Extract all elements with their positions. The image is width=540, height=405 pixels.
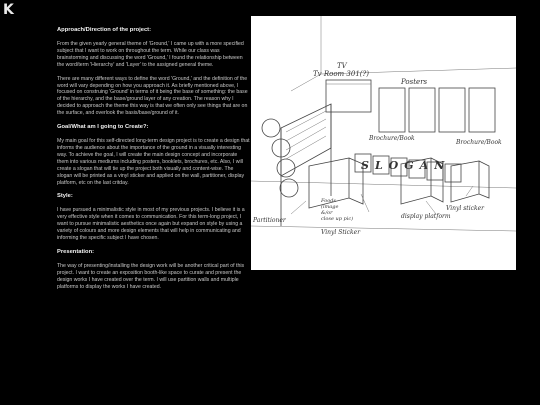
paragraph-presentation: The way of presenting/installing the design work will be another critical part of this project. I want to create an exposition booth-like space to curate and present the design works I have created over the term. I will use partition walls and multiple platforms to display the works I have created. — [57, 262, 245, 290]
paragraph-approach-2: There are many different ways to define the word 'Ground,' and the definition of the word will vary depending on how you approach it. As briefly mentioned above, I focused on construing 'Ground' in terms of it being the base of something: the base of the hierarchy, and the base/ground layer of any creation. The reason why I decided to approach the theme this way is that we often only see things that are on the surface, and overlook the basis/base/ground of it. — [57, 75, 248, 117]
sketch-platform-3 — [451, 161, 489, 202]
sketch-label-posters: Posters — [401, 78, 428, 86]
sketch-poster-3 — [439, 88, 465, 132]
section-heading-presentation: Presentation: — [57, 248, 95, 255]
sketch-poster-2 — [409, 88, 435, 132]
sketch-label-brochure-2: Brochure/Book — [456, 139, 502, 146]
site-logo[interactable]: K — [3, 2, 14, 18]
sketch-label-tv: TV — [337, 62, 347, 70]
sketch-partitioner-hatch — [286, 111, 326, 159]
sketch-label-foods-4: close up pic) — [321, 216, 354, 222]
sketch-label-foods: Foods — [321, 198, 336, 204]
sketch-label-foods-3: &/or — [321, 210, 333, 216]
paragraph-approach-1: From the given yearly general theme of 'Ground,' I came up with a more specified subject that I want to work on throughout the term. While our class was brainstorming and discussing the word 'Ground,' I found the relationship between the word/term 'Hierarchy' and 'Layer' to the assigned general theme. — [57, 41, 244, 68]
sketch-label-vinyl-sticker-1: Vinyl Sticker — [321, 229, 361, 236]
sketch-letter-s — [262, 119, 280, 137]
sketch-poster-4 — [469, 88, 495, 132]
sketch-label-foods-2: (image — [321, 204, 339, 210]
project-description — [57, 27, 250, 298]
sketch-label-display-platform: display platform — [401, 213, 451, 220]
exhibition-sketch-image — [251, 16, 516, 270]
sketch-letter-g — [280, 179, 298, 197]
sketch-partitioner — [281, 104, 331, 176]
sketch-poster-1 — [379, 88, 405, 132]
sketch-label-vinyl-sticker-2: Vinyl sticker — [446, 205, 485, 212]
sketch-letter-o — [277, 159, 295, 177]
sketch-drawing — [251, 16, 516, 270]
sketch-floor-line — [251, 226, 516, 231]
section-heading-style: Style: — [57, 193, 73, 200]
section-heading-approach: Approach/Direction of the project: — [57, 27, 152, 33]
sketch-tv-screen — [326, 80, 371, 112]
sketch-label-partitioner: Partitioner — [253, 217, 286, 224]
section-heading-goal: Goal/What am I going to Create?: — [57, 124, 149, 131]
sketch-label-brochure-1: Brochure/Book — [369, 135, 415, 142]
sketch-floor-line — [251, 181, 516, 188]
sketch-label-slogan: SLOGAN — [361, 159, 451, 172]
paragraph-style: I have pursued a minimalistic style in most of my previous projects. I believe it is a very effective style when it comes to communication. For this term-long project, I want to pursue minimalistic aesthetics once again but expand on style by using a variety of colours and more design elements that will help in communicating and informing the specific subject I have chosen. — [57, 207, 245, 242]
paragraph-goal: My main goal for this self-directed long-term design project is to create a design that informs the audience about the importance of the ground in a visually interesting way. To achieve the goal, I will create the main design concept and incorporate them into various mediums including posters, booklets, brochures, etc. Also, I will create a slogan that will tie up the project both visually and content-wise. The slogan will be printed as a vinyl sticker and applied on the wall, partitioner, display platform, etc on the last critday. — [57, 138, 250, 186]
sketch-label-tv-room: Tv Room 301(?) — [313, 70, 369, 78]
